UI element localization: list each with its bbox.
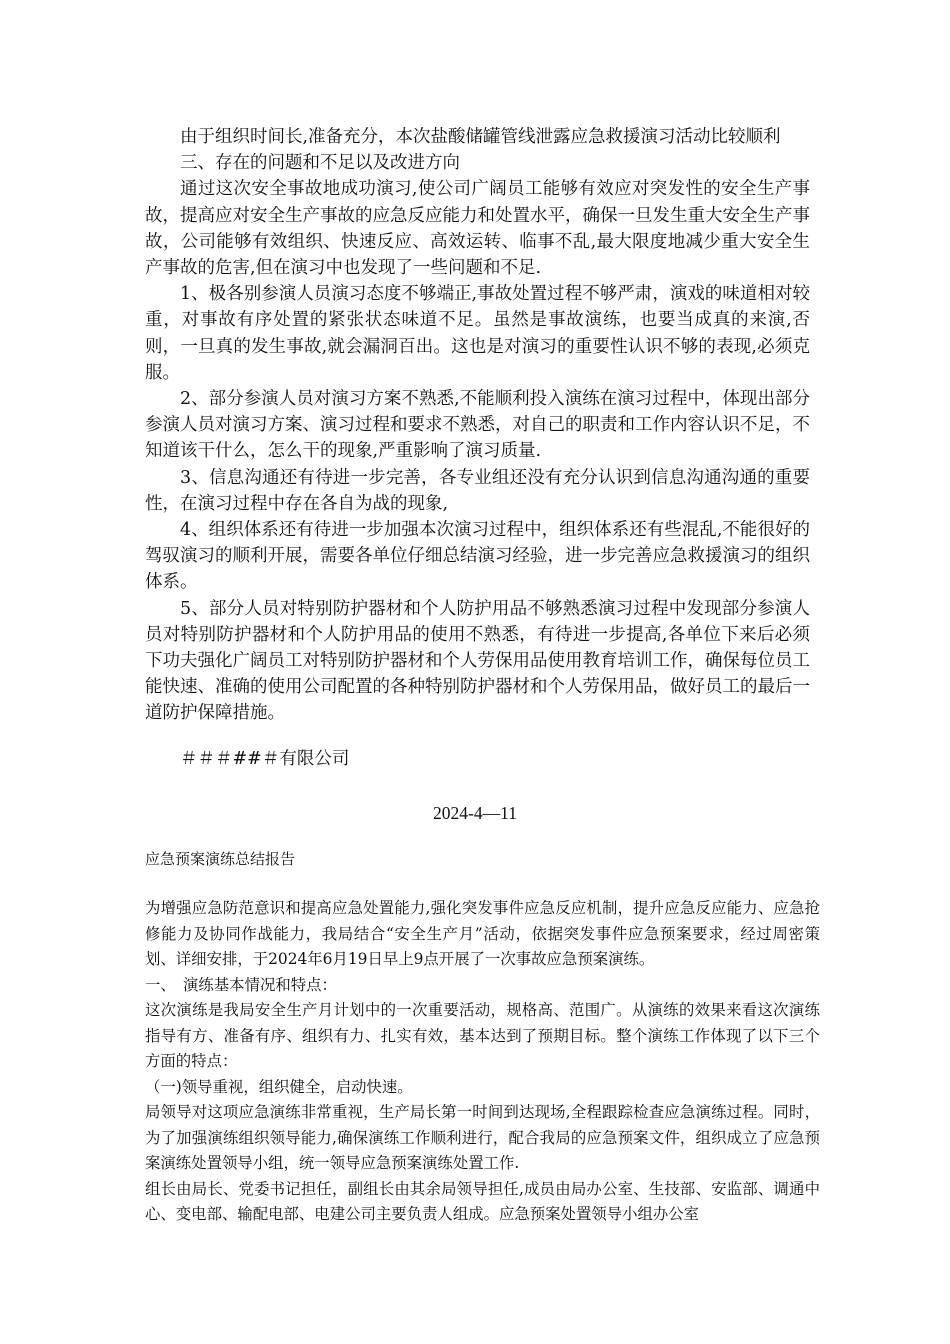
paragraph-problem-2: 2、部分参演人员对演习方案不熟悉,不能顺利投入演练在演习过程中，体现出部分参演人员对演习方案、演习过程和要求不熟悉，对自己的职责和工作内容认识不足，不知道该干什么，怎么干的现象,严重影响了演习质量.: [145, 389, 810, 462]
paragraph-overview: 通过这次安全事故地成功演习,使公司广阔员工能够有效应对突发性的安全生产事故，提高应对安全生产事故的应急反应能力和处置水平，确保一旦发生重大安全生产事故，公司能够有效组织、快速反应、高效运转、临事不乱,最大限度地减少重大安全生产事故的危害,但在演习中也发现了一些问题和不足.: [145, 179, 810, 279]
paragraph-features: 这次演练是我局安全生产月计划中的一次重要活动，规格高、范围广。从演练的效果来看这次演练指导有方、准备有序、组织有力、扎实有效，基本达到了预期目标。整个演练工作体现了以下三个方面的特点：: [145, 1001, 820, 1070]
report-title: 应急预案演练总结报告: [145, 850, 296, 868]
heading-problems: 三、存在的问题和不足以及改进方向: [180, 153, 460, 174]
paragraph-intro: 为增强应急防范意识和提高应急处置能力,强化突发事件应急反应机制，提升应急反应能力、应急抢修能力及协同作战能力，我局结合“安全生产月”活动，依据突发事件应急预案要求，经过周密策划、详细安排，于2024年6月19日早上9点开展了一次事故应急预案演练。: [145, 899, 820, 968]
paragraph-problem-3: 3、信息沟通还有待进一步完善，各专业组还没有充分认识到信息沟通沟通的重要性，在演习过程中存在各自为战的现象,: [145, 467, 810, 514]
heading-text: 演练基本情况和特点：: [183, 975, 337, 994]
company-signature: ＃＃＃##＃有限公司: [180, 749, 350, 769]
subheading-leadership: （一)领导重视，组织健全，启动快速。: [145, 1077, 413, 1096]
paragraph-team: 组长由局长、党委书记担任，副组长由其余局领导担任,成员由局办公室、生技部、安监部、调通中心、变电部、输配电部、电建公司主要负责人组成。应急预案处置领导小组办公室: [145, 1179, 820, 1223]
heading-basic-situation: [145, 973, 820, 999]
paragraph-leadership: 局领导对这项应急演练非常重视，生产局长第一时间到达现场,全程跟踪检查应急演练过程。同时，为了加强演练组织领导能力,确保演练工作顺利进行，配合我局的应急预案文件，组织成立了应急预案演练处置领导小组，统一领导应急预案演练处置工作.: [145, 1103, 820, 1172]
paragraph-problem-5: 5、部分人员对特别防护器材和个人防护用品不够熟悉演习过程中发现部分参演人员对特别防护器材和个人防护用品的使用不熟悉，有待进一步提高,各单位下来后必须下功夫强化广阔员工对特别防护器材和个人劳保用品使用教育培训工作，确保每位员工能快速、准确的使用公司配置的各种特别防护器材和个人劳保用品，做好员工的最后一道防护保障措施。: [145, 598, 810, 724]
drill-review-section: [145, 124, 810, 727]
paragraph-problem-1: 1、极各别参演人员演习态度不够端正,事故处置过程不够严肃，演戏的味道相对较重，对事故有序处置的紧张状态味道不足。虽然是事故演练，也要当成真的来演,否则，一旦真的发生事故,就会漏洞百出。这也是对演习的重要性认识不够的表现,必须克服。: [145, 284, 810, 383]
paragraph-summary: 由于组织时间长,准备充分，本次盐酸储罐管线泄露应急救援演习活动比较顺利: [180, 127, 781, 147]
document-date: 2024-4—11: [433, 803, 517, 823]
drill-summary-section: [145, 896, 820, 1228]
heading-number: 一、: [145, 975, 176, 994]
paragraph-problem-4: 4、组织体系还有待进一步加强本次演习过程中，组织体系还有些混乱,不能很好的驾驭演习的顺利开展，需要各单位仔细总结演习经验，进一步完善应急救援演习的组织体系。: [145, 520, 810, 593]
